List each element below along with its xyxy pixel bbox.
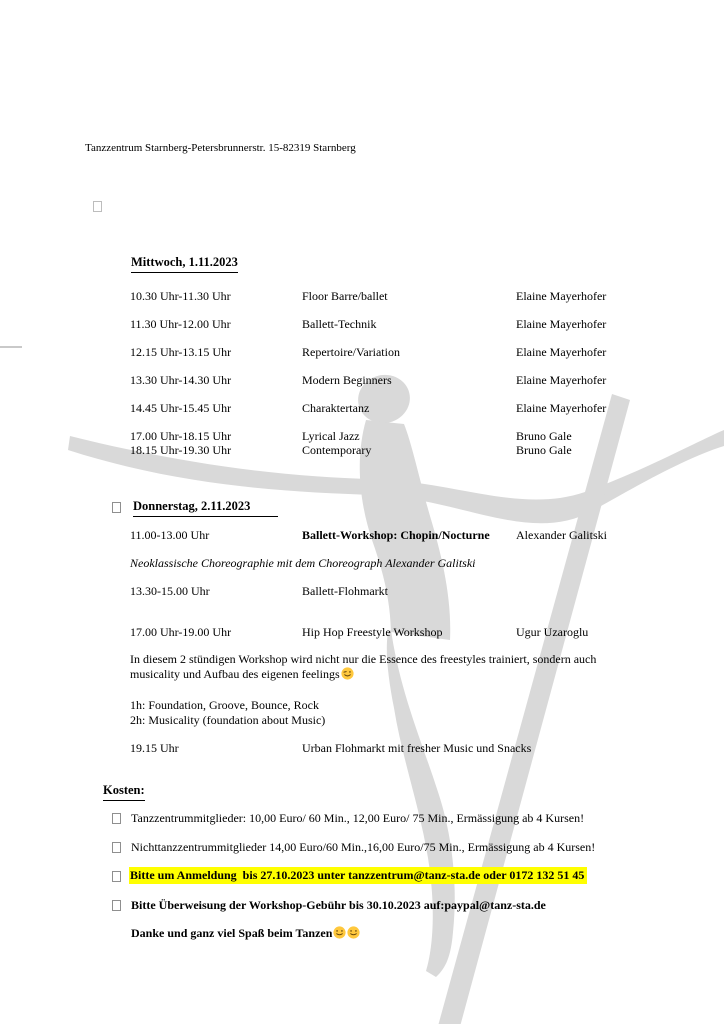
teacher-cell: Bruno Gale bbox=[516, 429, 572, 443]
time-cell: 14.45 Uhr-15.45 Uhr bbox=[130, 401, 232, 415]
workshop-hours-line1: 1h: Foundation, Groove, Bounce, Rock bbox=[130, 698, 319, 712]
header-address: Tanzzentrum Starnberg-Petersbrunnerstr. 15-82319 Starnberg bbox=[85, 142, 356, 154]
class-cell: Ballett-Workshop: Chopin/Nocturne bbox=[302, 528, 490, 542]
checkbox-icon bbox=[112, 502, 121, 513]
payment-note: Bitte Überweisung der Workshop-Gebühr bis 30.10.2023 auf:paypal@tanz-sta.de bbox=[131, 898, 546, 912]
registration-note-highlight: Bitte um Anmeldung bis 27.10.2023 unter tanzzentrum@tanz-sta.de oder 0172 132 51 45 bbox=[129, 867, 587, 884]
class-cell: Charaktertanz bbox=[302, 401, 370, 415]
workshop-description-line1: In diesem 2 stündigen Workshop wird nicht nur die Essence des freestyles trainiert, sondern auch bbox=[130, 652, 597, 666]
time-cell: 10.30 Uhr-11.30 Uhr bbox=[130, 289, 231, 303]
wednesday-heading bbox=[131, 255, 238, 273]
class-cell: Urban Flohmarkt mit fresher Music und Snacks bbox=[302, 741, 532, 755]
thursday-heading-text: Donnerstag, 2.11.2023 bbox=[133, 499, 278, 517]
teacher-cell: Elaine Mayerhofer bbox=[516, 373, 607, 387]
time-cell: 13.30-15.00 Uhr bbox=[130, 584, 210, 598]
smile-emoji-icon bbox=[347, 926, 360, 939]
time-cell: 17.00 Uhr-18.15 Uhr bbox=[130, 429, 232, 443]
checkbox-icon bbox=[112, 813, 121, 824]
registration-note bbox=[129, 868, 587, 883]
workshop-description-line2 bbox=[130, 667, 354, 682]
teacher-cell: Elaine Mayerhofer bbox=[516, 401, 607, 415]
time-cell: 11.00-13.00 Uhr bbox=[130, 528, 210, 542]
workshop-description-text: musicality und Aufbau des eigenen feelings bbox=[130, 667, 340, 681]
cost-item-members: Tanzzentrummitglieder: 10,00 Euro/ 60 Min., 12,00 Euro/ 75 Min., Ermässigung ab 4 Kursen! bbox=[131, 811, 585, 825]
margin-dash bbox=[0, 346, 22, 348]
smile-emoji-icon bbox=[333, 926, 346, 939]
class-cell: Modern Beginners bbox=[302, 373, 392, 387]
teacher-cell: Alexander Galitski bbox=[516, 528, 607, 542]
teacher-cell: Ugur Uzaroglu bbox=[516, 625, 589, 639]
teacher-cell: Elaine Mayerhofer bbox=[516, 345, 607, 359]
class-cell: Ballett-Flohmarkt bbox=[302, 584, 388, 598]
class-cell: Contemporary bbox=[302, 443, 372, 457]
thanks-text: Danke und ganz viel Spaß beim Tanzen bbox=[131, 926, 333, 940]
time-cell: 17.00 Uhr-19.00 Uhr bbox=[130, 625, 232, 639]
time-cell: 19.15 Uhr bbox=[130, 741, 179, 755]
time-cell: 11.30 Uhr-12.00 Uhr bbox=[130, 317, 231, 331]
checkbox-icon bbox=[112, 871, 121, 882]
time-cell: 13.30 Uhr-14.30 Uhr bbox=[130, 373, 232, 387]
workshop-hours-line2: 2h: Musicality (foundation about Music) bbox=[130, 713, 326, 727]
time-cell: 18.15 Uhr-19.30 Uhr bbox=[130, 443, 232, 457]
cost-item-non-members: Nichttanzzentrummitglieder 14,00 Euro/60 Min.,16,00 Euro/75 Min., Ermässigung ab 4 Kursen! bbox=[131, 840, 596, 854]
class-cell: Floor Barre/ballet bbox=[302, 289, 388, 303]
class-cell: Lyrical Jazz bbox=[302, 429, 360, 443]
checkbox-icon bbox=[93, 201, 102, 212]
time-cell: 12.15 Uhr-13.15 Uhr bbox=[130, 345, 232, 359]
thursday-heading bbox=[133, 499, 278, 517]
checkbox-icon bbox=[112, 900, 121, 911]
class-cell: Repertoire/Variation bbox=[302, 345, 400, 359]
checkbox-icon bbox=[112, 842, 121, 853]
wink-emoji-icon bbox=[341, 667, 354, 680]
teacher-cell: Elaine Mayerhofer bbox=[516, 289, 607, 303]
wednesday-heading-text: Mittwoch, 1.11.2023 bbox=[131, 255, 238, 273]
costs-heading bbox=[103, 783, 145, 801]
class-cell: Ballett-Technik bbox=[302, 317, 377, 331]
teacher-cell: Elaine Mayerhofer bbox=[516, 317, 607, 331]
class-cell: Hip Hop Freestyle Workshop bbox=[302, 625, 443, 639]
thanks-line bbox=[131, 926, 360, 941]
teacher-cell: Bruno Gale bbox=[516, 443, 572, 457]
costs-heading-text: Kosten: bbox=[103, 783, 145, 801]
workshop-note: Neoklassische Choreographie mit dem Choreograph Alexander Galitski bbox=[130, 556, 476, 570]
